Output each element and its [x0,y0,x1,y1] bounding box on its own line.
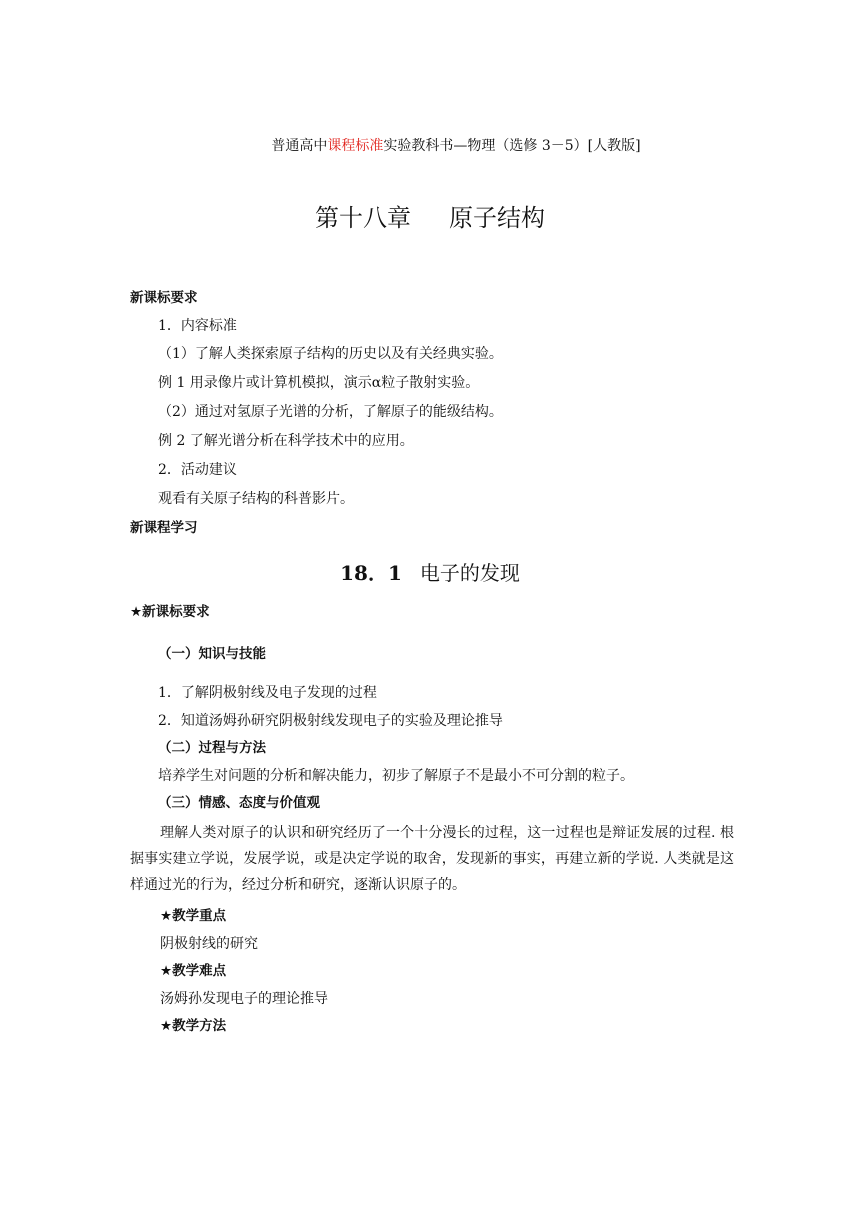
curriculum-item: 例 1 用录像片或计算机模拟，演示α粒子散射实验。 [158,375,480,391]
curriculum-item: 2．活动建议 [158,462,237,478]
section-name: 电子的发现 [419,561,520,585]
knowledge-item: 1．了解阴极射线及电子发现的过程 [158,685,377,701]
process-heading: （二）过程与方法 [158,740,266,756]
difficult-points-text: 汤姆孙发现电子的理论推导 [160,991,328,1007]
attitude-paragraph: 理解人类对原子的认识和研究经历了一个十分漫长的过程，这一过程也是辩证发展的过程. 根据事实建立学说，发展学说，或是决定学说的取舍，发现新的事实，再建立新的学说. 人类就是这样通过光的行为，经过分析和研究，逐渐认识原子的。 [130,825,734,893]
curriculum-item: （1）了解人类探索原子结构的历史以及有关经典实验。 [158,346,503,362]
chapter-name: 原子结构 [449,204,545,232]
attitude-heading: （三）情感、态度与价值观 [158,795,320,811]
curriculum-heading: 新课标要求 [130,290,198,306]
curriculum-item: 观看有关原子结构的科普影片。 [158,491,354,507]
process-text: 培养学生对问题的分析和解决能力，初步了解原子不是最小不可分割的粒子。 [158,768,634,784]
key-points-heading: ★教学重点 [160,908,227,924]
section-number: 18．1 [340,561,402,585]
methods-heading: ★教学方法 [160,1018,227,1034]
study-heading: 新课程学习 [130,520,198,536]
header-prefix: 普通高中 [271,138,328,154]
chapter-title [0,200,860,236]
objectives-heading: ★新课标要求 [130,604,210,620]
knowledge-heading: （一）知识与技能 [158,646,266,662]
header-suffix: 实验教科书—物理（选修 3－5）[人教版] [383,138,641,154]
section-title [0,558,860,588]
difficult-points-heading: ★教学难点 [160,963,227,979]
curriculum-item: 1．内容标准 [158,318,237,334]
knowledge-item: 2．知道汤姆孙研究阴极射线发现电子的实验及理论推导 [158,713,503,729]
curriculum-item: （2）通过对氢原子光谱的分析，了解原子的能级结构。 [158,404,503,420]
curriculum-item: 例 2 了解光谱分析在科学技术中的应用。 [158,433,414,449]
header-highlight: 课程标准 [327,138,384,154]
chapter-number: 第十八章 [315,204,411,232]
book-header [0,136,860,156]
key-points-text: 阴极射线的研究 [160,936,258,952]
